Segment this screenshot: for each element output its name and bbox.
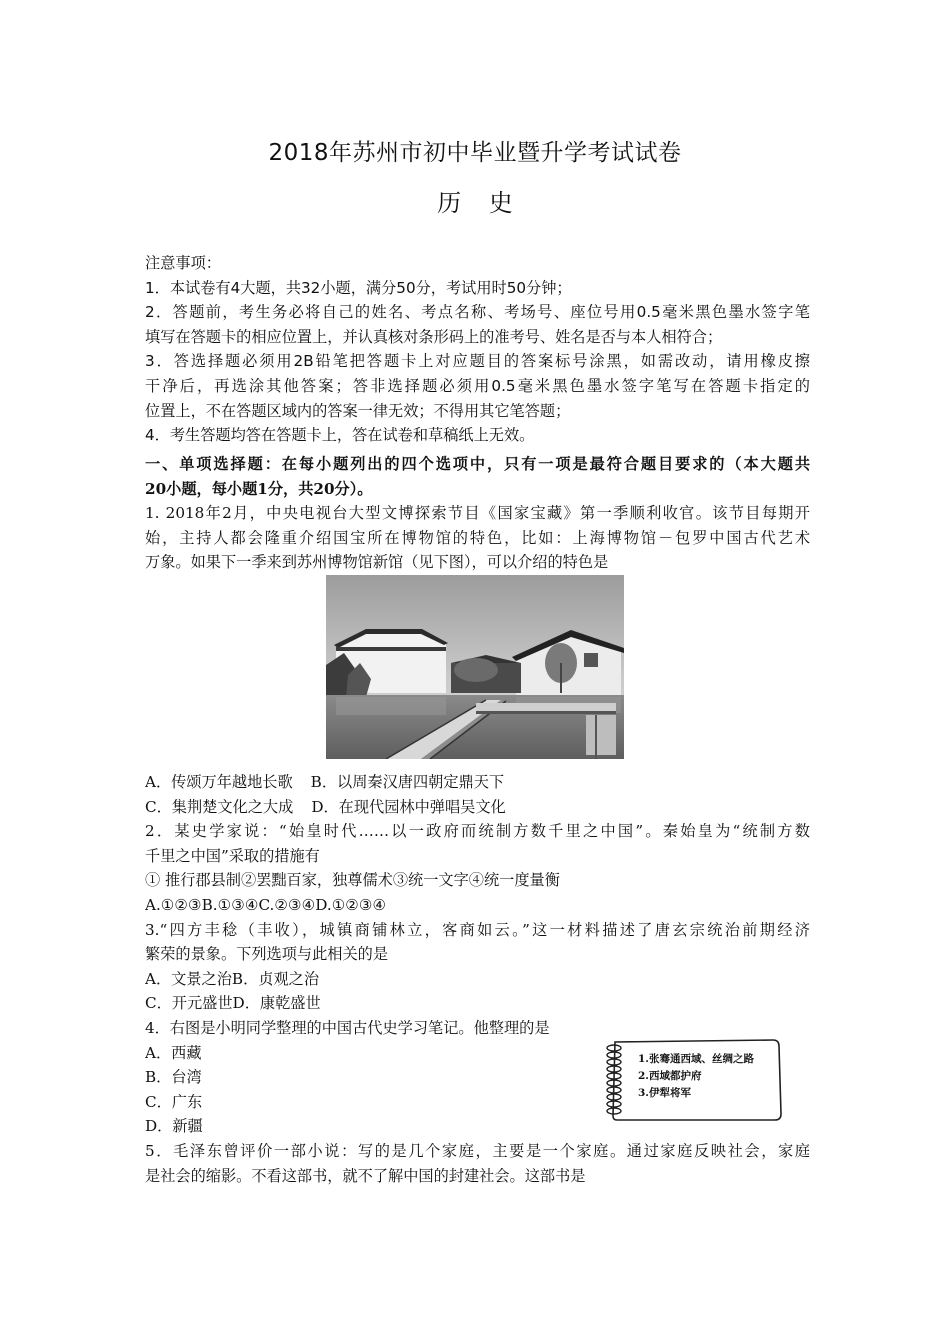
q1-options-row (145, 770, 810, 795)
q1-option-c: C．集荆楚文化之大成 (145, 797, 294, 816)
q1-line: 始，主持人都会隆重介绍国宝所在博物馆的特色，比如：上海博物馆－包罗中国古代艺术 (145, 528, 810, 547)
q4-stem: 4．右图是小明同学整理的中国古代史学习笔记。他整理的是 (145, 1018, 550, 1037)
q4-option: C．广东 (145, 1092, 203, 1111)
q3-line: 3.“四方丰稔（丰收），城镇商铺林立，客商如云。”这一材料描述了唐玄宗统治前期经济 (145, 920, 810, 939)
questions-block (145, 770, 810, 1188)
q3-options: A．文景之治B．贞观之治 (145, 969, 320, 988)
q5-line: 是社会的缩影。不看这部书，就不了解中国的封建社会。这部书是 (145, 1166, 586, 1185)
notes-line: 填写在答题卡的相应位置上，并认真核对条形码上的准考号、姓名是否与本人相符合； (145, 327, 723, 346)
q2-line: ① 推行郡县制②罢黜百家，独尊儒术③统一文字④统一度量衡 (145, 871, 560, 890)
q3-line: 繁荣的景象。下列选项与此相关的是 (145, 945, 388, 964)
q5-line: 5．毛泽东曾评价一部小说：写的是几个家庭，主要是一个家庭。通过家庭反映社会，家庭 (145, 1141, 810, 1160)
q4-option: D．新疆 (145, 1117, 203, 1136)
study-notebook-figure (603, 1036, 783, 1122)
q1-options-row (145, 795, 810, 820)
notebook-content (638, 1051, 754, 1102)
notes-line: 4．考生答题均答在答题卡上，答在试卷和草稿纸上无效。 (145, 426, 535, 445)
notes-line: 干净后，再选涂其他答案；答非选择题必须用0.5毫米黑色墨水签字笔写在答题卡指定的 (145, 376, 810, 395)
q2-line: 千里之中国”采取的措施有 (145, 846, 320, 865)
suzhou-museum-photo (326, 575, 624, 759)
q1-option-b: B．以周秦汉唐四朝定鼎天下 (310, 773, 505, 791)
subject-title: 历 史 (437, 189, 523, 217)
q4-option: B．台湾 (145, 1068, 202, 1087)
exam-title: 2018年苏州市初中毕业暨升学考试试卷 (268, 140, 682, 166)
notes-line: 位置上，不在答题区域内的答案一律无效；不得用其它笔答题； (145, 401, 571, 420)
q2-line: 2．某史学家说：“始皇时代……以一政府而统制方数千里之中国”。秦始皇为“统制方数 (145, 822, 810, 841)
q2-options: A.①②③B.①③④C.②③④D.①②③④ (145, 895, 387, 914)
section-heading: 20小题，每小题1分，共20分）。 (145, 479, 373, 498)
q1-line: 万象。如果下一季来到苏州博物馆新馆（见下图），可以介绍的特色是 (145, 553, 609, 572)
notes-line: 1．本试卷有4大题，共32小题，满分50分，考试用时50分钟； (145, 278, 572, 297)
q1-option-a: A．传颂万年越地长歌 (145, 773, 293, 791)
notes-line: 2．答题前，考生务必将自己的姓名、考点名称、考场号、座位号用0.5毫米黑色墨水签字笔 (145, 303, 810, 322)
q4-option: A．西藏 (145, 1043, 202, 1062)
q1-line: 1. 2018年2月，中央电视台大型文博探索节目《国家宝藏》第一季顺利收官。该节目每期开 (145, 504, 810, 523)
notebook-item: 2.西域都护府 (638, 1070, 702, 1082)
section-heading: 一、单项选择题：在每小题列出的四个选项中，只有一项是最符合题目要求的（本大题共 (145, 455, 810, 473)
notebook-item: 3.伊犁将军 (638, 1087, 691, 1099)
notes-heading: 注意事项： (145, 254, 221, 272)
section1-and-q1 (145, 452, 810, 575)
q1-option-d: D．在现代园林中弹唱吴文化 (311, 797, 506, 816)
notes-block (145, 251, 810, 448)
notebook-item: 1.张骞通西域、丝绸之路 (638, 1053, 754, 1065)
q3-options: C．开元盛世D．康乾盛世 (145, 994, 321, 1013)
notes-line: 3．答选择题必须用2B铅笔把答题卡上对应题目的答案标号涂黑，如需改动，请用橡皮擦 (145, 352, 810, 371)
